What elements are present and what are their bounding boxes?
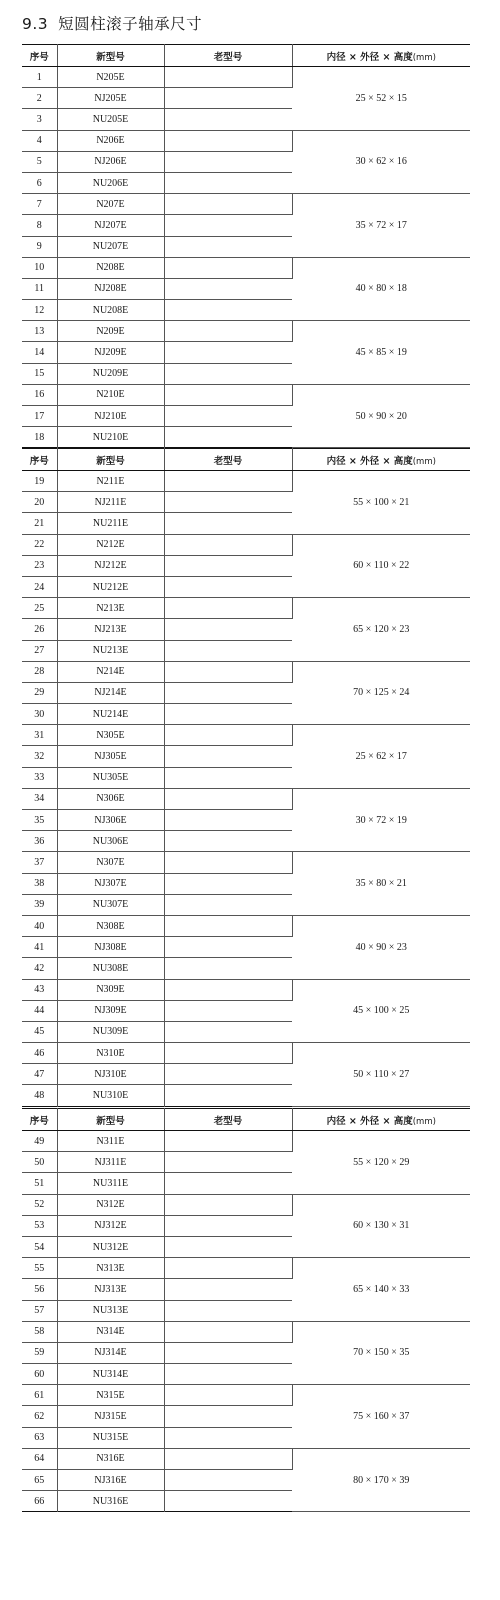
- table-row: [22, 1194, 470, 1215]
- cell-new-model: N308E: [57, 915, 164, 936]
- cell-old-model: [164, 915, 292, 936]
- cell-index: 21: [22, 513, 57, 534]
- cell-old-model: [164, 661, 292, 682]
- table-row: [22, 1043, 470, 1064]
- cell-index: 10: [22, 257, 57, 278]
- cell-new-model: NJ307E: [57, 873, 164, 894]
- cell-index: 41: [22, 937, 57, 958]
- cell-index: 5: [22, 151, 57, 172]
- cell-dimensions: 45 × 100 × 25: [292, 979, 470, 1043]
- cell-old-model: [164, 1279, 292, 1300]
- header-index: 序号: [22, 1109, 57, 1131]
- cell-index: 26: [22, 619, 57, 640]
- cell-new-model: NU308E: [57, 958, 164, 979]
- table-row: [22, 788, 470, 809]
- cell-old-model: [164, 1448, 292, 1469]
- cell-old-model: [164, 88, 292, 109]
- header-old-model: 老型号: [164, 449, 292, 471]
- cell-dimensions: 35 × 80 × 21: [292, 852, 470, 916]
- cell-old-model: [164, 1215, 292, 1236]
- table-row: [22, 130, 470, 151]
- table-row: [22, 852, 470, 873]
- cell-old-model: [164, 236, 292, 257]
- table-row: [22, 194, 470, 215]
- cell-index: 57: [22, 1300, 57, 1321]
- cell-new-model: N208E: [57, 257, 164, 278]
- cell-old-model: [164, 682, 292, 703]
- cell-index: 33: [22, 767, 57, 788]
- cell-old-model: [164, 321, 292, 342]
- cell-index: 29: [22, 682, 57, 703]
- cell-new-model: NJ314E: [57, 1342, 164, 1363]
- cell-index: 58: [22, 1321, 57, 1342]
- cell-old-model: [164, 937, 292, 958]
- cell-new-model: NJ311E: [57, 1152, 164, 1173]
- cell-old-model: [164, 1364, 292, 1385]
- cell-old-model: [164, 1300, 292, 1321]
- cell-new-model: NJ308E: [57, 937, 164, 958]
- cell-dimensions: 60 × 130 × 31: [292, 1194, 470, 1258]
- table-row: [22, 661, 470, 682]
- cell-index: 12: [22, 300, 57, 321]
- cell-new-model: NU211E: [57, 513, 164, 534]
- header-new-model: 新型号: [57, 1109, 164, 1131]
- cell-new-model: NJ214E: [57, 682, 164, 703]
- cell-dimensions: 60 × 110 × 22: [292, 534, 470, 598]
- cell-index: 18: [22, 427, 57, 448]
- header-index: 序号: [22, 45, 57, 67]
- cell-dimensions: 80 × 170 × 39: [292, 1448, 470, 1512]
- cell-index: 31: [22, 725, 57, 746]
- header-new-model: 新型号: [57, 449, 164, 471]
- cell-old-model: [164, 852, 292, 873]
- cell-new-model: NJ213E: [57, 619, 164, 640]
- cell-new-model: NU207E: [57, 236, 164, 257]
- cell-new-model: NU314E: [57, 1364, 164, 1385]
- cell-new-model: NJ212E: [57, 555, 164, 576]
- bearing-table-part-2: [22, 448, 470, 1107]
- cell-old-model: [164, 1043, 292, 1064]
- cell-index: 3: [22, 109, 57, 130]
- cell-old-model: [164, 130, 292, 151]
- cell-new-model: N306E: [57, 788, 164, 809]
- header-dimensions-unit: (mm): [412, 1116, 436, 1127]
- cell-old-model: [164, 363, 292, 384]
- cell-index: 39: [22, 894, 57, 915]
- cell-new-model: NJ211E: [57, 492, 164, 513]
- cell-old-model: [164, 1470, 292, 1491]
- table-row: [22, 979, 470, 1000]
- cell-new-model: NU315E: [57, 1427, 164, 1448]
- header-new-model: 新型号: [57, 45, 164, 67]
- cell-index: 47: [22, 1064, 57, 1085]
- cell-new-model: NU209E: [57, 363, 164, 384]
- table-row: [22, 534, 470, 555]
- header-dimensions-label: 内径 × 外径 × 高度: [326, 51, 413, 63]
- cell-new-model: NU208E: [57, 300, 164, 321]
- section-number: 9.3: [22, 15, 49, 33]
- cell-dimensions: 35 × 72 × 17: [292, 194, 470, 258]
- cell-index: 8: [22, 215, 57, 236]
- cell-new-model: NU213E: [57, 640, 164, 661]
- cell-new-model: NJ309E: [57, 1000, 164, 1021]
- cell-old-model: [164, 767, 292, 788]
- cell-dimensions: 70 × 125 × 24: [292, 661, 470, 725]
- cell-index: 49: [22, 1131, 57, 1152]
- header-dimensions: [292, 1109, 470, 1131]
- cell-new-model: N312E: [57, 1194, 164, 1215]
- cell-new-model: NJ305E: [57, 746, 164, 767]
- table-header-row: [22, 449, 470, 471]
- bearing-table-part-3: [22, 1108, 470, 1512]
- cell-index: 13: [22, 321, 57, 342]
- cell-new-model: N211E: [57, 471, 164, 492]
- cell-old-model: [164, 746, 292, 767]
- cell-dimensions: 25 × 62 × 17: [292, 725, 470, 789]
- cell-old-model: [164, 67, 292, 88]
- cell-new-model: NU310E: [57, 1085, 164, 1106]
- section-title: 短圆柱滚子轴承尺寸: [58, 15, 203, 33]
- cell-old-model: [164, 979, 292, 1000]
- cell-new-model: N314E: [57, 1321, 164, 1342]
- cell-index: 34: [22, 788, 57, 809]
- cell-index: 36: [22, 831, 57, 852]
- header-dimensions-unit: (mm): [412, 456, 436, 467]
- table-row: [22, 471, 470, 492]
- cell-index: 20: [22, 492, 57, 513]
- cell-old-model: [164, 1131, 292, 1152]
- cell-old-model: [164, 810, 292, 831]
- cell-index: 65: [22, 1470, 57, 1491]
- header-dimensions: [292, 449, 470, 471]
- table-row: [22, 257, 470, 278]
- cell-old-model: [164, 1085, 292, 1106]
- cell-new-model: N209E: [57, 321, 164, 342]
- cell-dimensions: 75 × 160 × 37: [292, 1385, 470, 1449]
- cell-index: 64: [22, 1448, 57, 1469]
- header-old-model: 老型号: [164, 45, 292, 67]
- cell-index: 9: [22, 236, 57, 257]
- cell-old-model: [164, 704, 292, 725]
- cell-index: 54: [22, 1236, 57, 1257]
- cell-old-model: [164, 555, 292, 576]
- cell-old-model: [164, 384, 292, 405]
- cell-index: 7: [22, 194, 57, 215]
- cell-index: 50: [22, 1152, 57, 1173]
- cell-index: 19: [22, 471, 57, 492]
- cell-new-model: NJ206E: [57, 151, 164, 172]
- cell-index: 23: [22, 555, 57, 576]
- table-row: [22, 1258, 470, 1279]
- cell-index: 62: [22, 1406, 57, 1427]
- cell-new-model: NU316E: [57, 1491, 164, 1512]
- table-row: [22, 1131, 470, 1152]
- cell-new-model: NU313E: [57, 1300, 164, 1321]
- cell-new-model: NJ208E: [57, 278, 164, 299]
- cell-dimensions: 25 × 52 × 15: [292, 67, 470, 131]
- cell-old-model: [164, 831, 292, 852]
- cell-old-model: [164, 1173, 292, 1194]
- table-row: [22, 1448, 470, 1469]
- cell-old-model: [164, 151, 292, 172]
- cell-old-model: [164, 172, 292, 193]
- header-index: 序号: [22, 449, 57, 471]
- cell-new-model: N311E: [57, 1131, 164, 1152]
- cell-new-model: NJ315E: [57, 1406, 164, 1427]
- cell-new-model: N207E: [57, 194, 164, 215]
- cell-dimensions: 45 × 85 × 19: [292, 321, 470, 385]
- header-dimensions-label: 内径 × 外径 × 高度: [326, 1115, 413, 1127]
- cell-new-model: N307E: [57, 852, 164, 873]
- cell-index: 35: [22, 810, 57, 831]
- header-dimensions-label: 内径 × 外径 × 高度: [326, 455, 413, 467]
- cell-new-model: N213E: [57, 598, 164, 619]
- cell-old-model: [164, 1258, 292, 1279]
- cell-old-model: [164, 194, 292, 215]
- table-row: [22, 67, 470, 88]
- cell-old-model: [164, 619, 292, 640]
- cell-dimensions: 40 × 90 × 23: [292, 915, 470, 979]
- table-row: [22, 915, 470, 936]
- cell-old-model: [164, 215, 292, 236]
- table-row: [22, 384, 470, 405]
- cell-dimensions: 40 × 80 × 18: [292, 257, 470, 321]
- table-row: [22, 598, 470, 619]
- cell-new-model: N214E: [57, 661, 164, 682]
- header-dimensions: [292, 45, 470, 67]
- cell-dimensions: 30 × 62 × 16: [292, 130, 470, 194]
- cell-old-model: [164, 1406, 292, 1427]
- cell-old-model: [164, 1194, 292, 1215]
- cell-new-model: N315E: [57, 1385, 164, 1406]
- cell-old-model: [164, 1385, 292, 1406]
- cell-index: 4: [22, 130, 57, 151]
- cell-new-model: NJ313E: [57, 1279, 164, 1300]
- cell-index: 16: [22, 384, 57, 405]
- cell-new-model: NJ316E: [57, 1470, 164, 1491]
- cell-old-model: [164, 427, 292, 448]
- cell-index: 46: [22, 1043, 57, 1064]
- cell-index: 44: [22, 1000, 57, 1021]
- header-dimensions-unit: (mm): [412, 52, 436, 63]
- table-header-row: [22, 45, 470, 67]
- table-row: [22, 1385, 470, 1406]
- cell-new-model: N305E: [57, 725, 164, 746]
- cell-new-model: NU312E: [57, 1236, 164, 1257]
- cell-old-model: [164, 492, 292, 513]
- cell-new-model: NJ310E: [57, 1064, 164, 1085]
- cell-old-model: [164, 406, 292, 427]
- cell-dimensions: 55 × 100 × 21: [292, 471, 470, 535]
- cell-old-model: [164, 342, 292, 363]
- cell-dimensions: 65 × 140 × 33: [292, 1258, 470, 1322]
- cell-index: 14: [22, 342, 57, 363]
- cell-index: 48: [22, 1085, 57, 1106]
- cell-old-model: [164, 1491, 292, 1512]
- cell-new-model: NU214E: [57, 704, 164, 725]
- cell-dimensions: 50 × 90 × 20: [292, 384, 470, 448]
- table-row: [22, 725, 470, 746]
- cell-new-model: NJ210E: [57, 406, 164, 427]
- cell-new-model: NU210E: [57, 427, 164, 448]
- cell-index: 52: [22, 1194, 57, 1215]
- cell-dimensions: 65 × 120 × 23: [292, 598, 470, 662]
- cell-index: 38: [22, 873, 57, 894]
- cell-index: 15: [22, 363, 57, 384]
- cell-old-model: [164, 873, 292, 894]
- cell-new-model: NJ306E: [57, 810, 164, 831]
- cell-index: 32: [22, 746, 57, 767]
- cell-index: 51: [22, 1173, 57, 1194]
- cell-new-model: NJ312E: [57, 1215, 164, 1236]
- cell-index: 25: [22, 598, 57, 619]
- cell-new-model: N310E: [57, 1043, 164, 1064]
- cell-old-model: [164, 278, 292, 299]
- cell-old-model: [164, 1021, 292, 1042]
- cell-old-model: [164, 576, 292, 597]
- cell-old-model: [164, 1342, 292, 1363]
- cell-index: 37: [22, 852, 57, 873]
- cell-new-model: NU311E: [57, 1173, 164, 1194]
- cell-index: 28: [22, 661, 57, 682]
- bearing-table-part-1: [22, 44, 470, 448]
- cell-new-model: NU212E: [57, 576, 164, 597]
- page-title: [22, 12, 202, 34]
- cell-old-model: [164, 640, 292, 661]
- cell-dimensions: 70 × 150 × 35: [292, 1321, 470, 1385]
- cell-old-model: [164, 1000, 292, 1021]
- cell-new-model: N309E: [57, 979, 164, 1000]
- cell-index: 45: [22, 1021, 57, 1042]
- cell-index: 55: [22, 1258, 57, 1279]
- cell-new-model: N206E: [57, 130, 164, 151]
- cell-index: 17: [22, 406, 57, 427]
- cell-new-model: N313E: [57, 1258, 164, 1279]
- cell-old-model: [164, 257, 292, 278]
- table-header-row: [22, 1109, 470, 1131]
- header-old-model: 老型号: [164, 1109, 292, 1131]
- cell-index: 59: [22, 1342, 57, 1363]
- cell-index: 1: [22, 67, 57, 88]
- cell-new-model: NU206E: [57, 172, 164, 193]
- cell-index: 63: [22, 1427, 57, 1448]
- cell-dimensions: 30 × 72 × 19: [292, 788, 470, 852]
- cell-dimensions: 55 × 120 × 29: [292, 1131, 470, 1195]
- cell-index: 2: [22, 88, 57, 109]
- cell-index: 66: [22, 1491, 57, 1512]
- cell-new-model: NU305E: [57, 767, 164, 788]
- cell-old-model: [164, 894, 292, 915]
- cell-new-model: N316E: [57, 1448, 164, 1469]
- cell-new-model: NU309E: [57, 1021, 164, 1042]
- cell-old-model: [164, 788, 292, 809]
- cell-new-model: NJ207E: [57, 215, 164, 236]
- cell-old-model: [164, 1064, 292, 1085]
- cell-new-model: NJ205E: [57, 88, 164, 109]
- cell-old-model: [164, 300, 292, 321]
- cell-old-model: [164, 598, 292, 619]
- cell-index: 43: [22, 979, 57, 1000]
- cell-new-model: N210E: [57, 384, 164, 405]
- cell-new-model: N205E: [57, 67, 164, 88]
- cell-old-model: [164, 534, 292, 555]
- cell-index: 30: [22, 704, 57, 725]
- cell-old-model: [164, 109, 292, 130]
- table-row: [22, 321, 470, 342]
- table-row: [22, 1321, 470, 1342]
- cell-index: 11: [22, 278, 57, 299]
- cell-new-model: NU205E: [57, 109, 164, 130]
- cell-index: 56: [22, 1279, 57, 1300]
- cell-old-model: [164, 1427, 292, 1448]
- cell-new-model: NU307E: [57, 894, 164, 915]
- cell-index: 53: [22, 1215, 57, 1236]
- cell-index: 60: [22, 1364, 57, 1385]
- cell-index: 24: [22, 576, 57, 597]
- cell-index: 40: [22, 915, 57, 936]
- cell-index: 27: [22, 640, 57, 661]
- cell-old-model: [164, 1236, 292, 1257]
- cell-new-model: NU306E: [57, 831, 164, 852]
- cell-index: 6: [22, 172, 57, 193]
- cell-old-model: [164, 1152, 292, 1173]
- cell-new-model: NJ209E: [57, 342, 164, 363]
- cell-old-model: [164, 513, 292, 534]
- cell-old-model: [164, 1321, 292, 1342]
- cell-index: 61: [22, 1385, 57, 1406]
- cell-old-model: [164, 958, 292, 979]
- cell-new-model: N212E: [57, 534, 164, 555]
- cell-old-model: [164, 725, 292, 746]
- cell-index: 22: [22, 534, 57, 555]
- cell-old-model: [164, 471, 292, 492]
- cell-index: 42: [22, 958, 57, 979]
- cell-dimensions: 50 × 110 × 27: [292, 1043, 470, 1107]
